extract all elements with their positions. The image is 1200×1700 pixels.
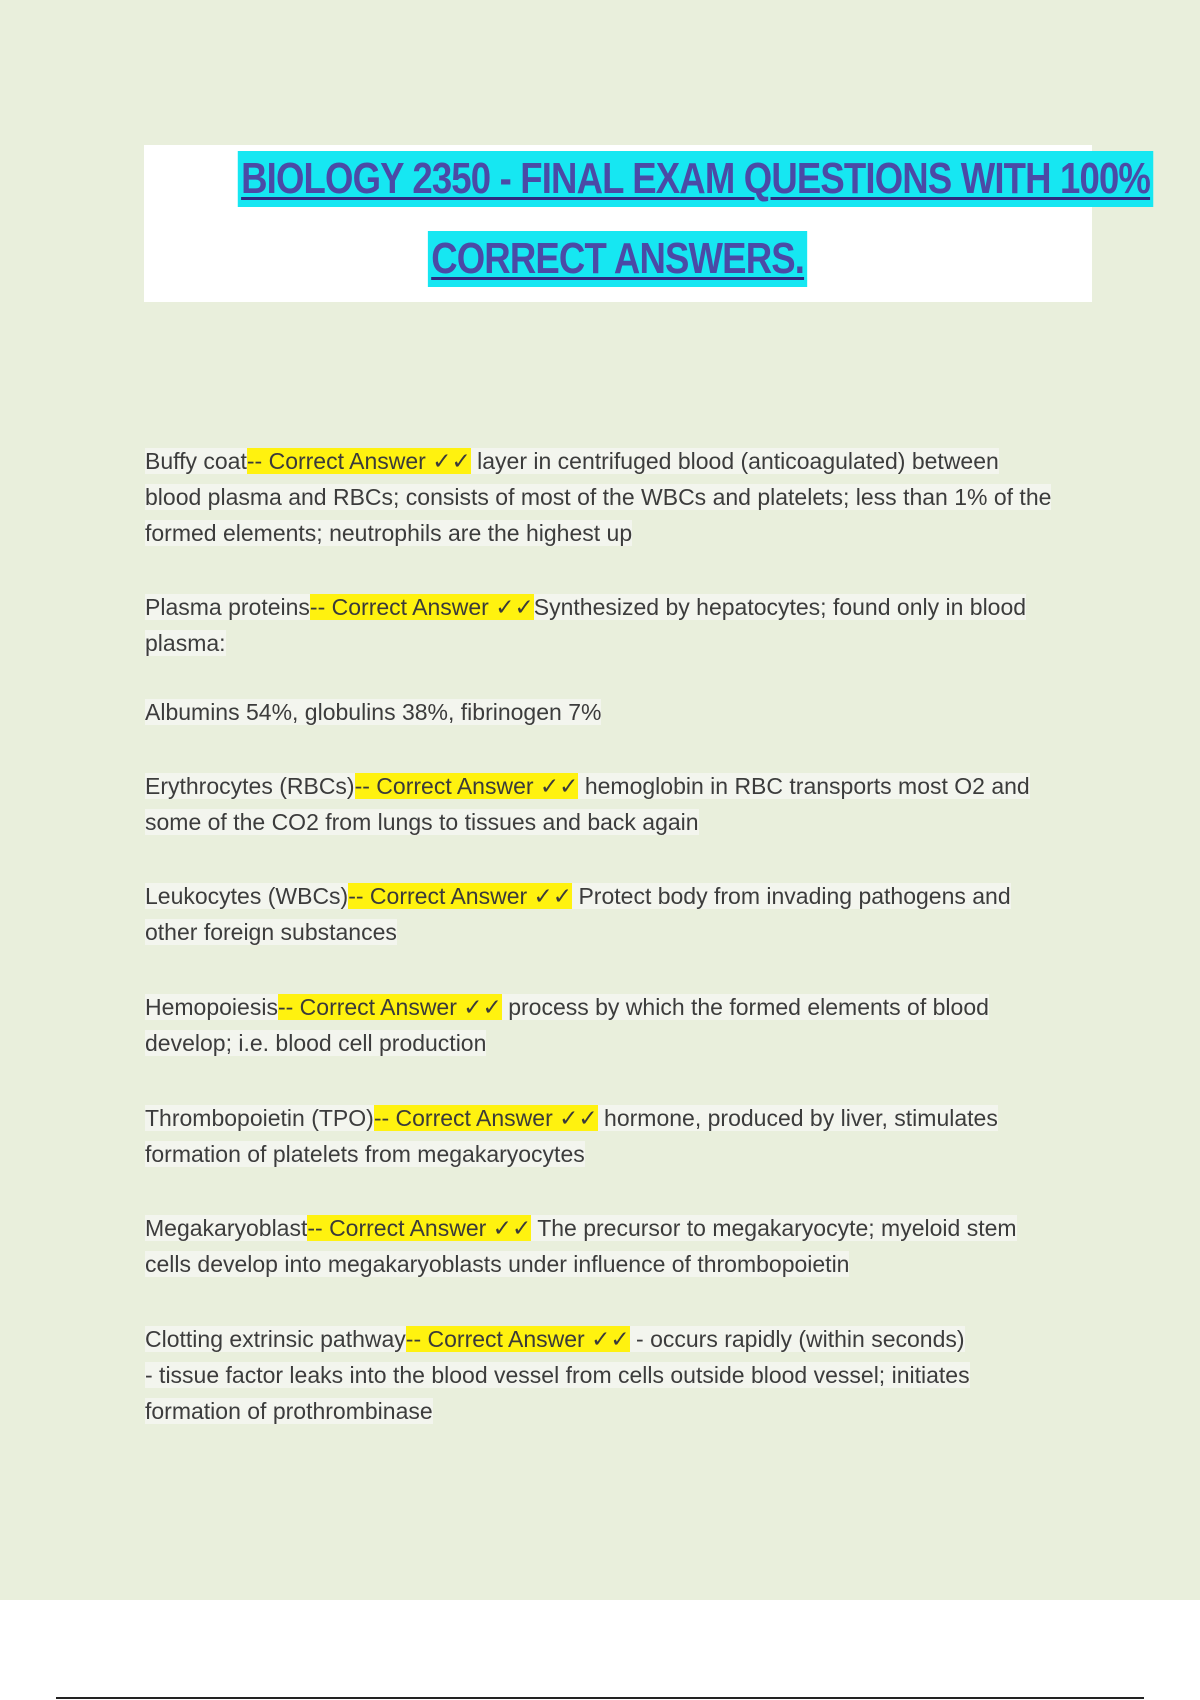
document-title-line-2: CORRECT ANSWERS. [428, 231, 808, 287]
qa-answer-line: blood plasma and RBCs; consists of most of the WBCs and platelets; less than 1% of the [145, 484, 1052, 510]
qa-item [145, 589, 1095, 661]
correct-answer-marker: -- Correct Answer ✓✓ [307, 1215, 532, 1241]
qa-term: Erythrocytes (RBCs) [145, 773, 355, 799]
qa-term: Plasma proteins [145, 594, 310, 620]
qa-term: Hemopoiesis [145, 994, 278, 1020]
qa-answer-line: The precursor to megakaryocyte; myeloid stem [531, 1215, 1017, 1241]
correct-answer-marker: -- Correct Answer ✓✓ [405, 1326, 630, 1352]
correct-answer-marker: -- Correct Answer ✓✓ [309, 594, 534, 620]
qa-item [145, 443, 1095, 551]
qa-answer-line: develop; i.e. blood cell production [145, 1030, 487, 1056]
qa-term: Buffy coat [145, 448, 247, 474]
qa-continuation [145, 694, 1095, 730]
qa-answer-line: layer in centrifuged blood (anticoagulated) between [470, 448, 999, 474]
document-title-line-1: BIOLOGY 2350 - FINAL EXAM QUESTIONS WITH 100% [238, 151, 1154, 207]
title-box [144, 145, 1151, 302]
qa-answer-line: other foreign substances [145, 919, 397, 945]
qa-answer-line: Protect body from invading pathogens and [572, 883, 1011, 909]
correct-answer-marker: -- Correct Answer ✓✓ [373, 1105, 598, 1131]
qa-answer-line: formation of prothrombinase [145, 1398, 433, 1424]
qa-item [145, 989, 1095, 1061]
qa-item [145, 1321, 1095, 1429]
qa-answer-line: formation of platelets from megakaryocytes [145, 1141, 585, 1167]
qa-answer-line: cells develop into megakaryoblasts under influence of thrombopoietin [145, 1251, 850, 1277]
qa-item [145, 1210, 1095, 1282]
qa-term: Megakaryoblast [145, 1215, 308, 1241]
qa-item [145, 768, 1095, 840]
correct-answer-marker: -- Correct Answer ✓✓ [277, 994, 502, 1020]
qa-answer-line: Synthesized by hepatocytes; found only in blood [533, 594, 1027, 620]
qa-answer-line: plasma: [145, 630, 226, 656]
correct-answer-marker: -- Correct Answer ✓✓ [246, 448, 471, 474]
correct-answer-marker: -- Correct Answer ✓✓ [354, 773, 579, 799]
qa-answer-line: hormone, produced by liver, stimulates [597, 1105, 998, 1131]
qa-answer-line: some of the CO2 from lungs to tissues and back again [145, 809, 699, 835]
qa-term: Leukocytes (WBCs) [145, 883, 349, 909]
qa-answer-line: Albumins 54%, globulins 38%, fibrinogen 7% [145, 699, 602, 725]
qa-item [145, 878, 1095, 950]
qa-answer-line: - tissue factor leaks into the blood vessel from cells outside blood vessel; initiates [145, 1362, 970, 1388]
qa-answer-line: process by which the formed elements of blood [501, 994, 989, 1020]
qa-answer-line: formed elements; neutrophils are the highest up [145, 520, 633, 546]
qa-term: Clotting extrinsic pathway [145, 1326, 406, 1352]
correct-answer-marker: -- Correct Answer ✓✓ [348, 883, 573, 909]
qa-item [145, 1100, 1095, 1172]
qa-term: Thrombopoietin (TPO) [145, 1105, 374, 1131]
qa-answer-line: - occurs rapidly (within seconds) [629, 1326, 965, 1352]
page-divider [56, 1697, 1144, 1699]
qa-answer-line: hemoglobin in RBC transports most O2 and [578, 773, 1030, 799]
